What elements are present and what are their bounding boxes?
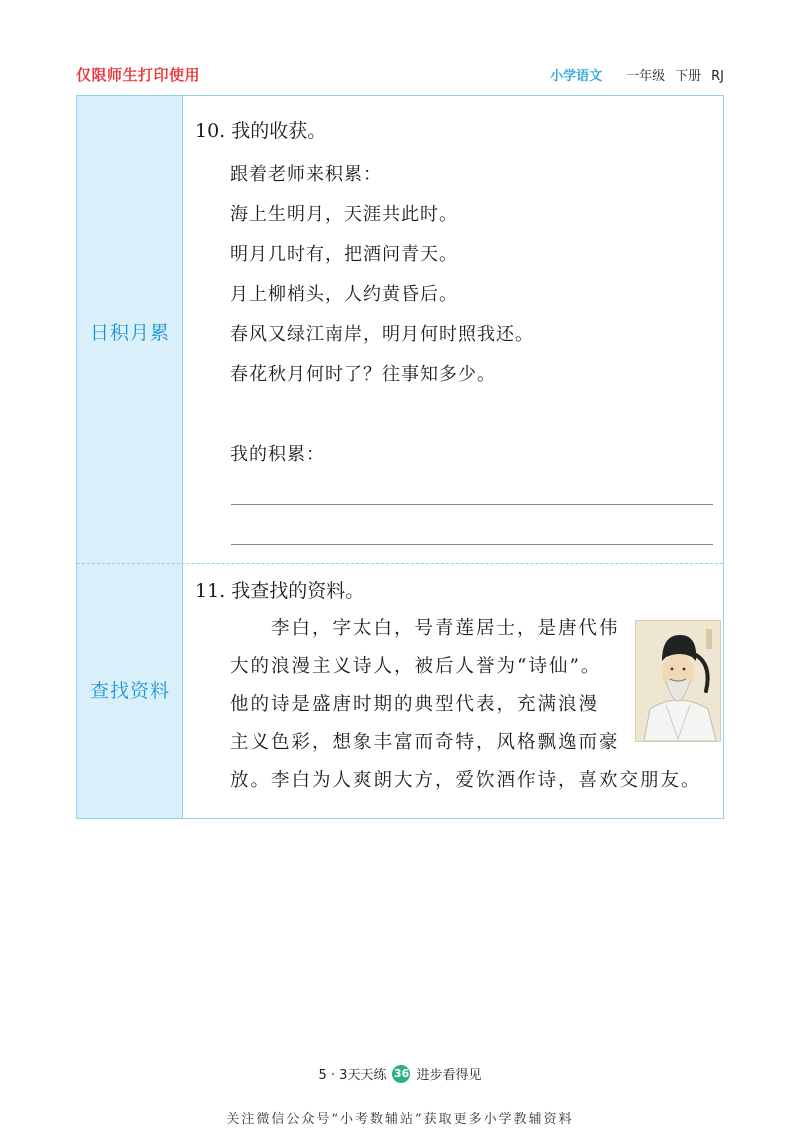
question-title: 10. 我的收获。 [195,120,327,142]
page-footer [0,1064,800,1083]
paragraph-line: 主义色彩，想象丰富而奇特，风格飘逸而豪 [230,732,620,753]
accumulation-prompt: 我的积累： [230,444,325,465]
grade-label: 一年级 [626,69,666,84]
paragraph-line: 他的诗是盛唐时期的典型代表，充满浪漫 [230,694,600,715]
paragraph-line: 李白，字太白，号青莲居士，是唐代伟 [230,618,620,639]
series-slogan: 进步看得见 [416,1068,482,1083]
section-content-research [183,564,723,818]
print-notice: 仅限师生打印使用 [76,66,201,84]
volume-label: 下册 [675,69,702,84]
answer-line[interactable] [231,504,713,505]
section-label: 查找资料 [89,680,170,702]
section-side-research [77,564,183,818]
subject-label: 小学语文 [550,69,603,84]
poem-line: 海上生明月，天涯共此时。 [230,204,458,225]
section-side-accumulation [77,96,183,564]
exercise-table [76,95,724,819]
paragraph-line: 放。李白为人爽朗大方，爱饮酒作诗，喜欢交朋友。 [230,770,702,791]
book-info [550,65,724,84]
section-content-accumulation [183,96,723,564]
poem-line: 春风又绿江南岸，明月何时照我还。 [230,324,534,345]
question-title: 11. 我查找的资料。 [195,580,365,602]
poem-line: 月上柳梢头，人约黄昏后。 [230,284,458,305]
section-label: 日积月累 [89,322,170,344]
promo-note: 关注微信公众号“小考数辅站”获取更多小学教辅资料 [226,1112,574,1127]
answer-line[interactable] [231,544,713,545]
series-name: 5 · 3天天练 [318,1068,387,1083]
page-number-badge: 36 [392,1065,410,1083]
paragraph-line: 大的浪漫主义诗人，被后人誉为“诗仙”。 [230,656,602,677]
poem-line: 明月几时有，把酒问青天。 [230,244,458,265]
li-bai-portrait-image [635,620,721,742]
edition-label: RJ [711,69,724,84]
portrait-illustration [636,621,720,741]
poem-line: 春花秋月何时了？往事知多少。 [230,364,496,385]
intro-text: 跟着老师来积累： [230,164,382,185]
page-header [76,62,724,88]
